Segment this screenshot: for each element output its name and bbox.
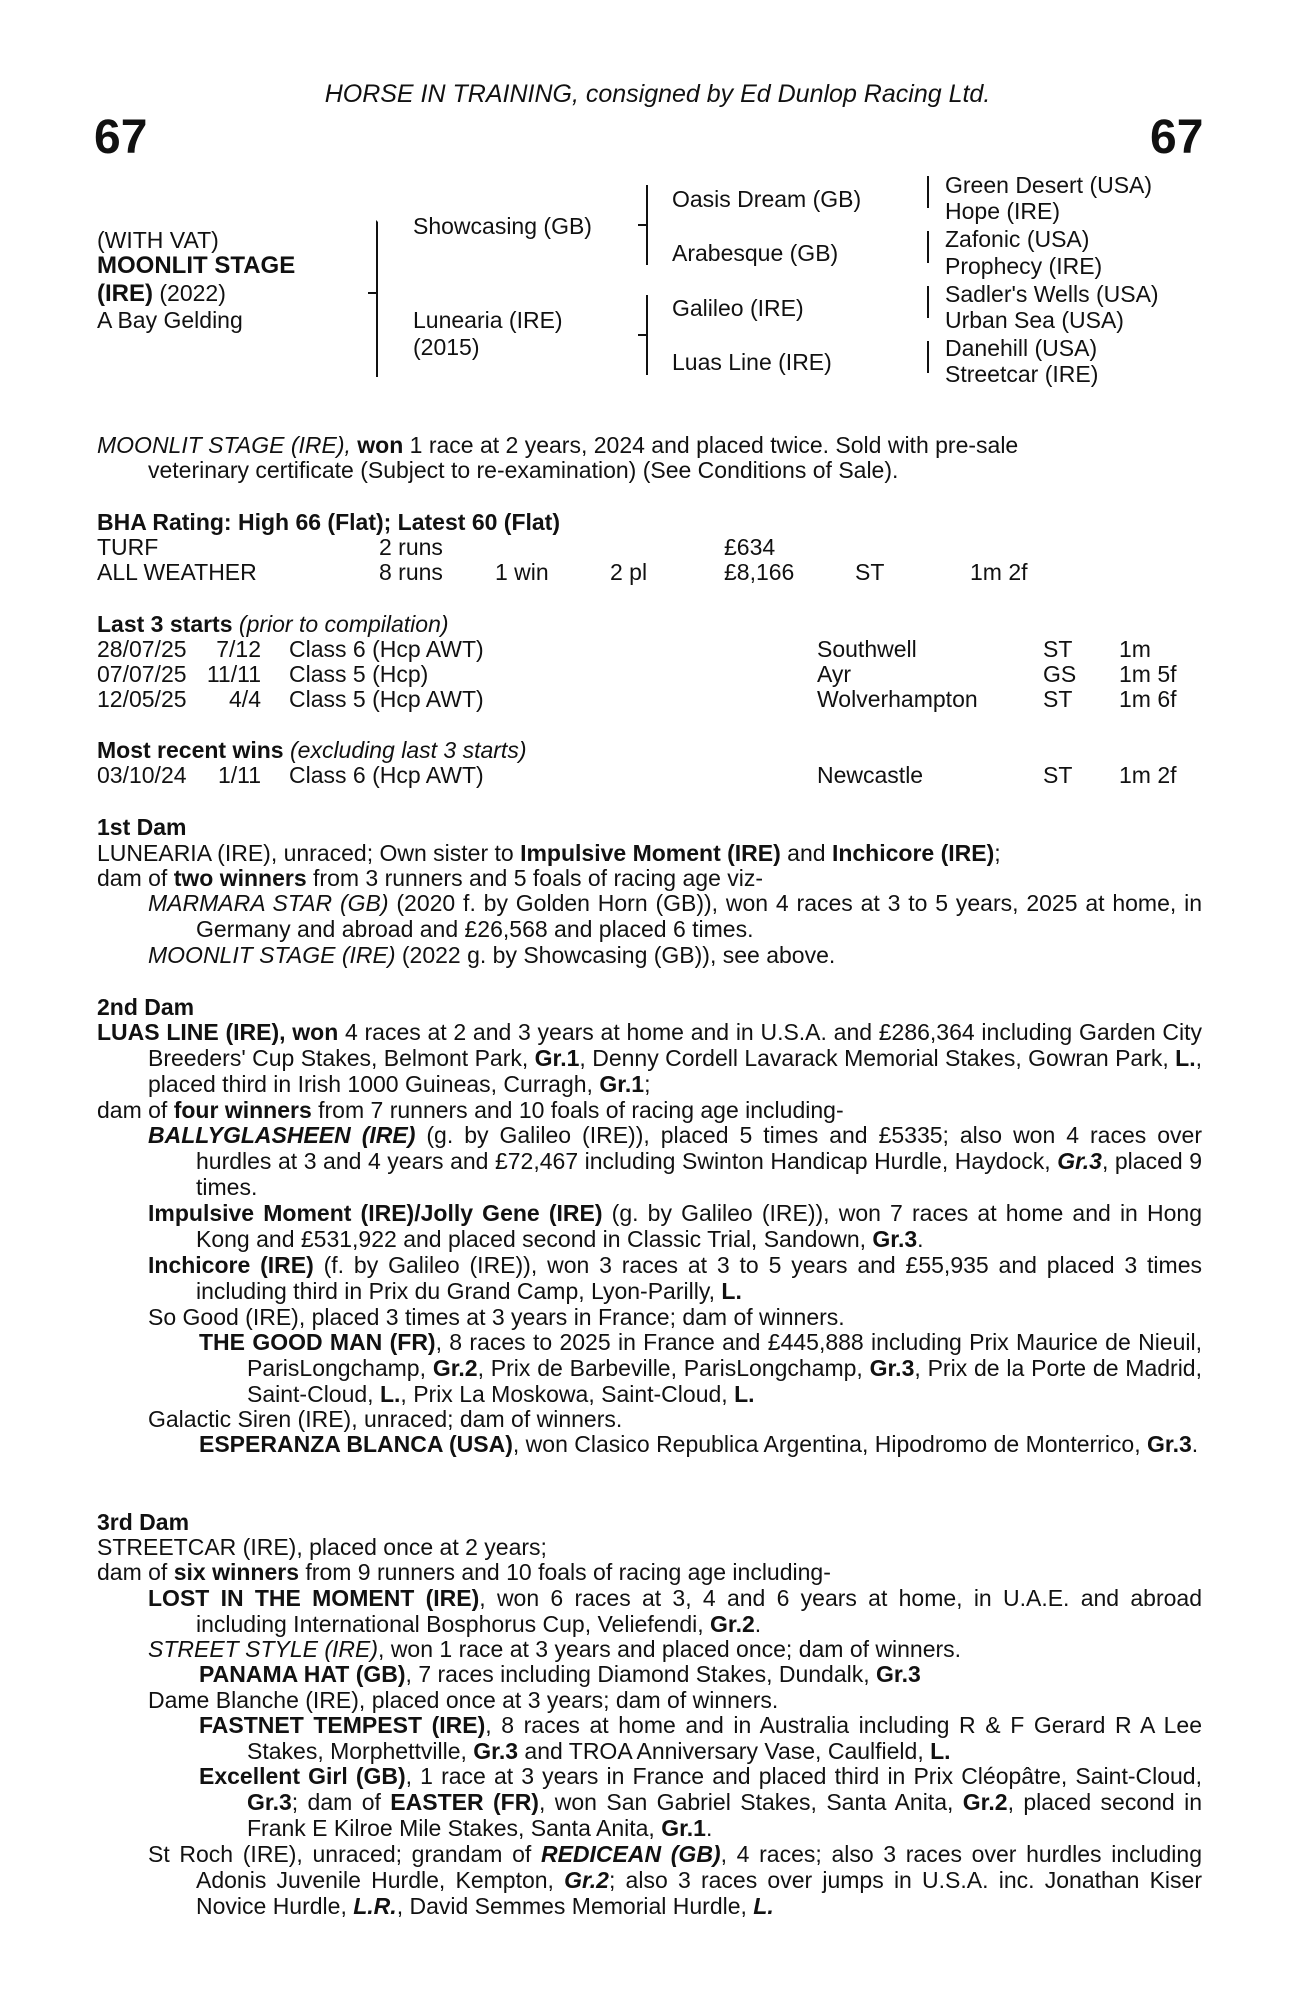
pedigree-brace-dam-tip: [638, 334, 646, 336]
pedigree-brace-gen1-tip: [368, 292, 376, 294]
dam2-dam-of: dam of four winners from 7 runners and 10 foals of racing age including-: [97, 1097, 844, 1123]
dam3-panama-hat: PANAMA HAT (GB), 7 races including Diamond Stakes, Dundalk, Gr.3: [199, 1661, 921, 1687]
dam3-excellent-girl: Excellent Girl (GB), 1 race at 3 years in France and placed third in Prix Cléopâtre, Saint-Cloud, Gr.3; dam of EASTER (FR), won San Gabriel Stakes, Santa Anita, Gr.2, placed second in Frank E Kilroe Mile Stakes, Santa Anita, Gr.1.: [199, 1763, 1202, 1841]
horse-country: (IRE): [97, 280, 153, 307]
recent-note: (excluding last 3 starts): [290, 737, 527, 763]
pedigree-brace-sire: [646, 185, 648, 265]
pedigree-brace-sd: [927, 231, 929, 263]
pedigree-sire: Showcasing (GB): [413, 213, 592, 239]
horse-name-line2: [97, 280, 226, 307]
dam2-the-good-man: THE GOOD MAN (FR), 8 races to 2025 in France and £445,888 including Prix Maurice de Nieuil, ParisLongchamp, Gr.2, Prix de Barbeville, ParisLongchamp, Gr.3, Prix de la Porte de Madrid, Saint-Cloud, L., Prix La Moskowa, Saint-Cloud, L.: [199, 1329, 1202, 1407]
pedigree-dsd: Urban Sea (USA): [945, 307, 1124, 333]
bha-distance: 1m 2f: [970, 559, 1028, 585]
bha-prize: £8,166: [724, 559, 795, 585]
pedigree-sdd: Prophecy (IRE): [945, 253, 1103, 279]
dam1-line1: LUNEARIA (IRE), unraced; Own sister to Impulsive Moment (IRE) and Inchicore (IRE);: [97, 840, 1001, 866]
dam3-fastnet-tempest: FASTNET TEMPEST (IRE), 8 races at home and in Australia including R & F Gerard R A Lee Stakes, Morphettville, Gr.3 and TROA Anniversary Vase, Caulfield, L.: [199, 1712, 1203, 1764]
pedigree-dd: Luas Line (IRE): [672, 349, 832, 375]
pedigree-ssd: Hope (IRE): [945, 198, 1061, 224]
lot-number-left: 67: [94, 111, 148, 164]
summary-horse: MOONLIT STAGE (IRE),: [97, 432, 351, 458]
dam3-heading: 3rd Dam: [97, 1509, 190, 1535]
dam2-heading: 2nd Dam: [97, 994, 195, 1020]
dam2-so-good: So Good (IRE), placed 3 times at 3 years in France; dam of winners.: [148, 1304, 845, 1330]
dam3-lost-in-the-moment: LOST IN THE MOMENT (IRE), won 6 races at 3, 4 and 6 years at home, in U.A.E. and abroad including International Bosphorus Cup, Veliefendi, Gr.2.: [148, 1585, 1202, 1637]
recent-heading-line: [97, 737, 526, 763]
horse-name: MOONLIT STAGE: [97, 252, 296, 279]
dam2-esperanza-blanca: ESPERANZA BLANCA (USA), won Clasico Republica Argentina, Hipodromo de Monterrico, Gr.3.: [199, 1431, 1199, 1457]
summary-won: won: [357, 432, 404, 458]
dam2-record: LUAS LINE (IRE), won 4 races at 2 and 3 years at home and in U.S.A. and £286,364 including Garden City Breeders' Cup Stakes, Belmont Park, Gr.1, Denny Cordell Lavarack Memorial Stakes, Gowran Park, L., placed third in Irish 1000 Guineas, Curragh, Gr.1;: [97, 1019, 1202, 1097]
vat-note: (WITH VAT): [97, 227, 219, 253]
pedigree-brace-dd: [927, 341, 929, 373]
bha-surface: ALL WEATHER: [97, 559, 257, 585]
summary-line1: [97, 432, 1202, 458]
last3-heading: Last 3 starts: [97, 611, 233, 637]
catalogue-header: HORSE IN TRAINING, consigned by Ed Dunlop Racing Ltd.: [324, 80, 991, 108]
bha-heading: BHA Rating: High 66 (Flat); Latest 60 (Flat): [97, 509, 560, 535]
bha-runs: 8 runs: [379, 559, 443, 585]
lot-number-right: 67: [1150, 111, 1204, 164]
pedigree-dds: Danehill (USA): [945, 335, 1098, 361]
dam1-progeny-1: MARMARA STAR (GB) (2020 f. by Golden Horn (GB)), won 4 races at 3 to 5 years, 2025 at home, in Germany and abroad and £26,568 and placed 6 times.: [148, 890, 1203, 942]
dam2-galactic-siren: Galactic Siren (IRE), unraced; dam of winners.: [148, 1406, 623, 1432]
pedigree-sd: Arabesque (GB): [672, 240, 839, 266]
dam1-heading: 1st Dam: [97, 814, 187, 840]
summary-text1: 1 race at 2 years, 2024 and placed twice. Sold with pre-sale: [409, 432, 1019, 458]
dam3-st-roch: St Roch (IRE), unraced; grandam of REDICEAN (GB), 4 races; also 3 races over hurdles including Adonis Juvenile Hurdle, Kempton, Gr.2; also 3 races over jumps in U.S.A. inc. Jonathan Kiser Novice Hurdle, L.R., David Semmes Memorial Hurdle, L.: [148, 1841, 1202, 1919]
dam2-inchicore: Inchicore (IRE) (f. by Galileo (IRE)), won 3 races at 3 to 5 years and £55,935 and placed 3 times including third in Prix du Grand Camp, Lyon-Parilly, L.: [148, 1252, 1202, 1304]
last3-note: (prior to compilation): [238, 611, 449, 637]
bha-prize: £634: [724, 534, 776, 560]
pedigree-brace-ss: [927, 176, 929, 208]
pedigree-brace-ds: [927, 286, 929, 318]
dam3-street-style: STREET STYLE (IRE), won 1 race at 3 years and placed once; dam of winners.: [148, 1636, 962, 1662]
dam3-dam-of: dam of six winners from 9 runners and 10 foals of racing age including-: [97, 1559, 831, 1585]
pedigree-dam-year: (2015): [413, 334, 480, 360]
dam3-dame-blanche: Dame Blanche (IRE), placed once at 3 years; dam of winners.: [148, 1687, 779, 1713]
last3-heading-line: [97, 611, 449, 637]
recent-heading: Most recent wins: [97, 737, 284, 763]
bha-places: 2 pl: [610, 559, 648, 585]
pedigree-brace-dam: [646, 295, 648, 375]
dam2-impulsive-moment: Impulsive Moment (IRE)/Jolly Gene (IRE) (g. by Galileo (IRE)), won 7 races at home and in Hong Kong and £531,922 and placed second in Classic Trial, Sandown, Gr.3.: [148, 1200, 1202, 1252]
dam2-ballyglasheen: BALLYGLASHEEN (IRE) (g. by Galileo (IRE)), placed 5 times and £5335; also won 4 races over hurdles at 3 and 4 years and £72,467 including Swinton Handicap Hurdle, Haydock, Gr.3, placed 9 times.: [148, 1122, 1202, 1200]
summary-line2: veterinary certificate (Subject to re-examination) (See Conditions of Sale).: [148, 457, 899, 483]
bha-runs: 2 runs: [379, 534, 443, 560]
pedigree-ds: Galileo (IRE): [672, 295, 804, 321]
pedigree-brace-sire-tip: [638, 224, 646, 226]
pedigree-ddd: Streetcar (IRE): [945, 361, 1099, 387]
horse-year: (2022): [159, 280, 226, 306]
pedigree-brace-gen1: [376, 220, 378, 377]
pedigree-ss: Oasis Dream (GB): [672, 186, 862, 212]
pedigree-dam: Lunearia (IRE): [413, 307, 563, 333]
bha-surface: TURF: [97, 534, 159, 560]
dam1-progeny-2: MOONLIT STAGE (IRE) (2022 g. by Showcasing (GB)), see above.: [148, 942, 836, 968]
pedigree-sss: Green Desert (USA): [945, 172, 1153, 198]
pedigree-sds: Zafonic (USA): [945, 226, 1090, 252]
dam1-line2: dam of two winners from 3 runners and 5 foals of racing age viz-: [97, 865, 764, 891]
bha-going: ST: [855, 559, 885, 585]
horse-description: A Bay Gelding: [97, 307, 243, 333]
pedigree-dss: Sadler's Wells (USA): [945, 281, 1159, 307]
bha-wins: 1 win: [495, 559, 549, 585]
dam3-line1: STREETCAR (IRE), placed once at 2 years;: [97, 1534, 547, 1560]
